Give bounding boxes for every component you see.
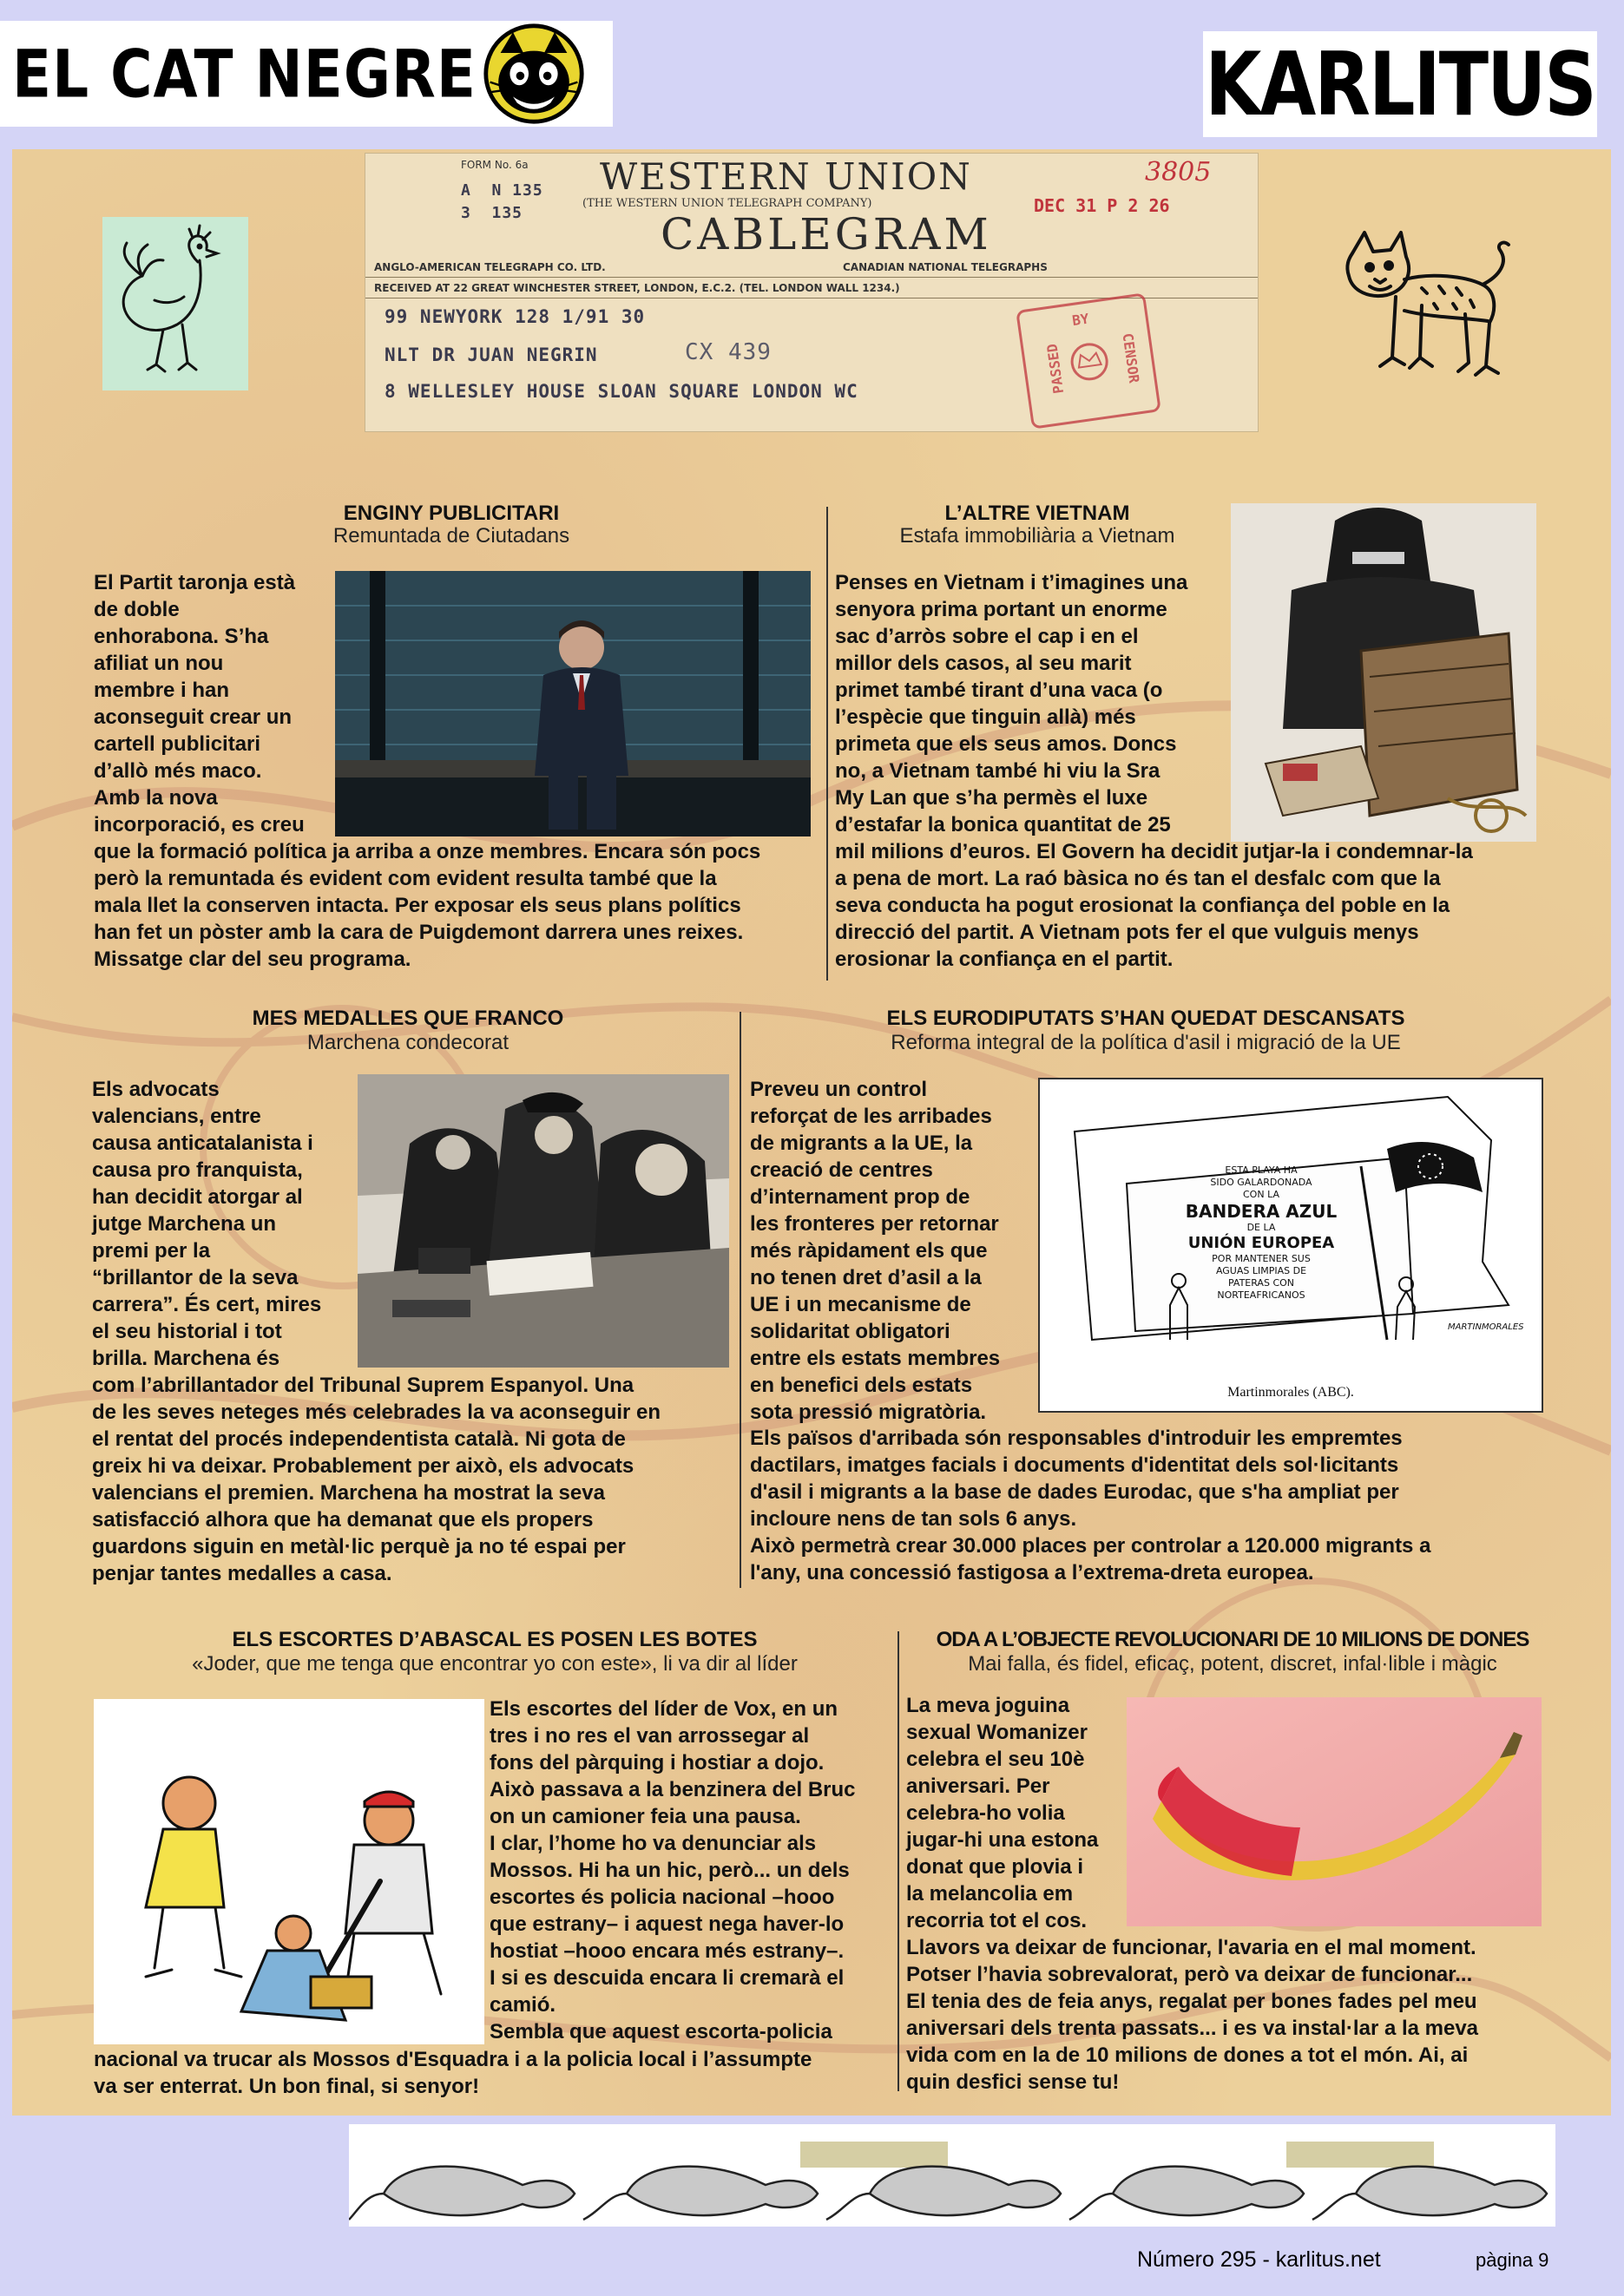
- footer-page-number: pàgina 9: [1476, 2249, 1549, 2271]
- cable-line-2: NLT DR JUAN NEGRIN: [385, 344, 598, 365]
- text-line: el seu historial i tot: [92, 1320, 282, 1343]
- text-line: greix hi va deixar. Probablement per això, els advocats: [92, 1454, 634, 1478]
- sign-line: PATERAS CON: [1227, 1277, 1295, 1289]
- puigdemont-prison-photo: [335, 571, 811, 836]
- rooster-icon: [102, 217, 248, 390]
- black-cat-logo-icon: [482, 22, 586, 126]
- text-line: solidaritat obligatori: [750, 1320, 950, 1343]
- text-line: d’allò més maco.: [94, 759, 262, 783]
- enginy-full-text: [94, 838, 823, 973]
- text-line: membre i han: [94, 679, 230, 702]
- text-line: aniversari dels trenta passats... i es va instal·lar a la meva: [906, 2017, 1479, 2040]
- eurodiputats-subtitle: Reforma integral de la política d'asil i migració de la UE: [891, 1031, 1401, 1054]
- text-line: satisfacció alhora que ha demanat que els propers: [92, 1508, 594, 1532]
- cable-date-stamp: DEC 31 P 2 26: [1034, 195, 1170, 216]
- sign-line: POR MANTENER SUS: [1212, 1253, 1311, 1264]
- cablegram-image: [365, 153, 1259, 432]
- text-line: carrera”. És cert, mires: [92, 1293, 322, 1316]
- text-line: que la formació política ja arriba a onze membres. Encara són pocs: [94, 840, 761, 863]
- text-line: My Lan que s’ha permès el luxe: [835, 786, 1148, 810]
- sign-line: CON LA: [1243, 1189, 1279, 1200]
- text-line: Això permetrà crear 30.000 places per controlar a 120.000 migrants a: [750, 1534, 1431, 1558]
- text-line: El tenia des de feia anys, regalat per bones fades pel meu: [906, 1990, 1477, 2013]
- oda-title: ODA A L’OBJECTE REVOLUCIONARI DE 10 MILIONS DE DONES: [936, 1628, 1529, 1651]
- text-line: tres i no res el van arrossegar al: [490, 1724, 810, 1748]
- cartoon-sign: [1161, 1164, 1361, 1302]
- executioner-drawing: [1231, 503, 1536, 842]
- cable-handwritten: 3805: [1145, 157, 1212, 187]
- eurodiputats-title: ELS EURODIPUTATS S’HAN QUEDAT DESCANSATS: [886, 1007, 1405, 1030]
- column-divider: [740, 1012, 741, 1588]
- text-line: a pena de mort. La raó bàsica no és tan el desfalc com que la: [835, 867, 1441, 890]
- text-line: camió.: [490, 1993, 556, 2017]
- text-line: no, a Vietnam també hi viu la Sra: [835, 759, 1160, 783]
- text-line: celebra-ho volia: [906, 1801, 1065, 1825]
- banana-condom-photo: [1127, 1697, 1542, 1926]
- text-line: però la remuntada és evident com evident resulta també que la: [94, 867, 717, 890]
- text-line: Mossos. Hi ha un hic, però... un dels: [490, 1859, 850, 1882]
- text-line: jugar-hi una estona: [906, 1828, 1099, 1852]
- sign-line: ESTA PLAYA HA: [1225, 1164, 1298, 1176]
- text-line: quin desfici sense tu!: [906, 2070, 1120, 2094]
- text-line: de les seves neteges més celebrades la va aconseguir en: [92, 1401, 661, 1424]
- text-line: la melancolia em: [906, 1882, 1074, 1906]
- text-line: recorria tot el cos.: [906, 1909, 1088, 1932]
- text-line: no tenen dret d’asil a la: [750, 1266, 982, 1289]
- text-line: enhorabona. S’ha: [94, 625, 269, 648]
- cat-drawing-icon: [1326, 227, 1517, 392]
- text-line: el rentat del procés independentista català. Ni gota de: [92, 1427, 626, 1451]
- escortes-cartoon: [94, 1699, 484, 2044]
- eurodiputats-full-text: [750, 1425, 1548, 1586]
- text-line: Penses en Vietnam i t’imagines una: [835, 571, 1188, 594]
- stamp-left: PASSED: [1043, 342, 1068, 395]
- text-line: Missatge clar del seu programa.: [94, 948, 411, 971]
- vietnam-title: L’ALTRE VIETNAM: [944, 502, 1130, 525]
- masthead: [0, 21, 613, 127]
- cable-company: WESTERN UNION: [600, 155, 972, 198]
- oda-wrap-text: [906, 1692, 1123, 1934]
- text-line: primet també tirant d’una vaca (o: [835, 679, 1163, 702]
- medalles-full-text: [92, 1372, 734, 1587]
- text-line: valencians el premien. Marchena ha mostrat la seva: [92, 1481, 605, 1505]
- censor-stamp: [1016, 292, 1161, 430]
- text-line: causa anticatalanista i: [92, 1132, 313, 1155]
- text-line: nacional va trucar als Mossos d'Esquadra i a la policia local i l’assumpte: [94, 2048, 812, 2071]
- text-line: I clar, l’home ho va denunciar als: [490, 1832, 817, 1855]
- cable-form-no: FORM No. 6a: [461, 159, 529, 171]
- text-line: Els escortes del líder de Vox, en un: [490, 1697, 838, 1721]
- brand-title: KARLITUS: [1205, 33, 1595, 135]
- text-line: dactilars, imatges facials i documents d'identitat dels sol·licitants: [750, 1453, 1399, 1477]
- text-line: Sembla que aquest escorta-policia: [490, 2020, 832, 2043]
- text-line: en benefici dels estats: [750, 1374, 973, 1397]
- enginy-subtitle: Remuntada de Ciutadans: [332, 524, 570, 548]
- eurodiputats-wrap-text: [750, 1076, 1036, 1426]
- cable-codes: A N 135 3 135: [461, 181, 543, 222]
- text-line: seva conducta ha pogut erosionat la confiança del poble en la: [835, 894, 1450, 917]
- sign-line: AGUAS LIMPIAS DE: [1215, 1265, 1307, 1276]
- text-line: sac d’arròs sobre el cap i en el: [835, 625, 1139, 648]
- text-line: penjar tantes medalles a casa.: [92, 1562, 392, 1585]
- text-line: va ser enterrat. Un bon final, si senyor!: [94, 2075, 480, 2098]
- cable-agency-left: ANGLO-AMERICAN TELEGRAPH CO. LTD.: [374, 261, 606, 273]
- text-line: jutge Marchena un: [92, 1212, 277, 1236]
- text-line: vida com en la de 10 milions de dones a tot el món. Ai, ai: [906, 2043, 1469, 2067]
- text-line: les fronteres per retornar: [750, 1212, 999, 1236]
- text-line: reforçat de les arribades: [750, 1105, 992, 1128]
- sign-line: DE LA: [1246, 1222, 1276, 1233]
- text-line: guardons siguin en metàl·lic perquè ja no té espai per: [92, 1535, 626, 1558]
- cable-line-2-code: CX 439: [685, 339, 772, 365]
- text-line: hostiat –hooo encara més estrany–.: [490, 1939, 845, 1963]
- text-line: incloure nens de tan sols 6 anys.: [750, 1507, 1077, 1531]
- column-divider: [826, 507, 828, 981]
- text-line: de doble: [94, 598, 180, 621]
- oda-full-text: [906, 1934, 1583, 2096]
- text-line: l'any, una concessió fastigosa a l’extrema-dreta europea.: [750, 1561, 1314, 1584]
- text-line: escortes és policia nacional –hooo: [490, 1886, 835, 1909]
- judges-drawing: [358, 1074, 729, 1368]
- sign-line: NORTEAFRICANOS: [1217, 1289, 1305, 1301]
- cartoon-caption: Martinmorales (ABC).: [1227, 1385, 1354, 1400]
- text-line: mala llet la conserven intacta. Per exposar els seus plans polítics: [94, 894, 741, 917]
- vietnam-wrap-text: [835, 569, 1234, 838]
- text-line: Amb la nova: [94, 786, 218, 810]
- beating-cartoon-drawing: [94, 1699, 484, 2044]
- text-line: afiliat un nou: [94, 652, 224, 675]
- enginy-title: ENGINY PUBLICITARI: [343, 502, 560, 525]
- text-line: que estrany– i aquest nega haver-lo: [490, 1912, 845, 1936]
- text-line: d’internament prop de: [750, 1185, 970, 1209]
- text-line: El Partit taronja està: [94, 571, 296, 594]
- text-line: on un camioner feia una pausa.: [490, 1805, 801, 1828]
- column-divider: [897, 1631, 899, 2091]
- text-line: d’estafar la bonica quantitat de 25: [835, 813, 1171, 836]
- brand-box: [1203, 31, 1597, 137]
- text-line: Els països d'arribada són responsables d'introduir les empremtes: [750, 1427, 1403, 1450]
- text-line: senyora prima portant un enorme: [835, 598, 1167, 621]
- stamp-right: CENSOR: [1119, 331, 1143, 384]
- prison-cell-image: [335, 571, 811, 836]
- text-line: més ràpidament els que: [750, 1239, 988, 1263]
- enginy-wrap-text: [94, 569, 333, 838]
- text-line: sexual Womanizer: [906, 1721, 1088, 1744]
- cable-company-sub: (THE WESTERN UNION TELEGRAPH COMPANY): [582, 197, 872, 210]
- text-line: “brillantor de la seva: [92, 1266, 299, 1289]
- crown-icon: [1065, 338, 1114, 386]
- escortes-subtitle: «Joder, que me tenga que encontrar yo con este», li va dir al líder: [192, 1652, 798, 1676]
- text-line: mil milions d’euros. El Govern ha decidit jutjar-la i condemnar-la: [835, 840, 1473, 863]
- text-line: fons del pàrquing i hostiar a dojo.: [490, 1751, 825, 1774]
- text-line: direcció del partit. A Vietnam pots fer el que vulguis menys: [835, 921, 1419, 944]
- escortes-title: ELS ESCORTES D’ABASCAL ES POSEN LES BOTES: [232, 1628, 758, 1651]
- cable-kind: CABLEGRAM: [661, 209, 992, 259]
- sign-line: UNIÓN EUROPEA: [1187, 1234, 1335, 1252]
- text-line: d'asil i migrants a la base de dades Eurodac, que s'ha ampliat per: [750, 1480, 1399, 1504]
- cable-line-3: 8 WELLESLEY HOUSE SLOAN SQUARE LONDON WC: [385, 381, 858, 402]
- medalles-wrap-text: [92, 1076, 358, 1372]
- text-line: Això passava a la benzinera del Bruc: [490, 1778, 856, 1801]
- footer-issue: Número 295 - karlitus.net: [1137, 2247, 1381, 2272]
- text-line: valencians, entre: [92, 1105, 261, 1128]
- text-line: causa pro franquista,: [92, 1158, 303, 1182]
- text-line: premi per la: [92, 1239, 211, 1263]
- masthead-title: EL CAT NEGRE: [12, 35, 477, 113]
- text-line: erosionar la confiança en el partit.: [835, 948, 1174, 971]
- text-line: Potser l’havia sobrevalorat, però va deixar de funcionar...: [906, 1963, 1473, 1986]
- escortes-wrap-text: [490, 1696, 897, 2045]
- text-line: aniversari. Per: [906, 1774, 1050, 1798]
- text-line: millor dels casos, al seu marit: [835, 652, 1132, 675]
- text-line: creació de centres: [750, 1158, 933, 1182]
- text-line: han decidit atorgar al: [92, 1185, 303, 1209]
- text-line: Els advocats: [92, 1078, 220, 1101]
- stamp-top: BY: [1071, 310, 1090, 330]
- cable-line-1: 99 NEWYORK 128 1/91 30: [385, 306, 646, 327]
- text-line: l’espècie que tinguin allà) més: [835, 705, 1136, 729]
- medalles-title: MES MEDALLES QUE FRANCO: [252, 1007, 564, 1030]
- vietnam-full-text: [835, 838, 1564, 973]
- text-line: celebra el seu 10è: [906, 1748, 1085, 1771]
- cartoon-signature: MARTINMORALES: [1448, 1322, 1524, 1332]
- text-line: sota pressió migratòria.: [750, 1401, 987, 1424]
- text-line: UE i un mecanisme de: [750, 1293, 971, 1316]
- judges-sleeping-drawing: [358, 1074, 729, 1368]
- escortes-full-text: [94, 2046, 892, 2100]
- cable-agency-right: CANADIAN NATIONAL TELEGRAPHS: [843, 261, 1048, 273]
- text-line: La meva joguina: [906, 1694, 1070, 1717]
- text-line: donat que plovia i: [906, 1855, 1084, 1879]
- vietnam-cartoon: [1231, 503, 1536, 842]
- rats-banner: [349, 2124, 1555, 2227]
- text-line: Llavors va deixar de funcionar, l'avaria en el mal moment.: [906, 1936, 1476, 1959]
- text-line: han fet un pòster amb la cara de Puigdemont darrera unes reixes.: [94, 921, 744, 944]
- text-line: brilla. Marchena és: [92, 1347, 280, 1370]
- vietnam-subtitle: Estafa immobiliària a Vietnam: [899, 524, 1175, 548]
- oda-subtitle: Mai falla, és fidel, eficaç, potent, discret, infal·lible i màgic: [968, 1652, 1497, 1676]
- sign-line: SIDO GALARDONADA: [1210, 1177, 1312, 1188]
- bandera-azul-cartoon: [1038, 1078, 1543, 1413]
- text-line: incorporació, es creu: [94, 813, 305, 836]
- cable-received: RECEIVED AT 22 GREAT WINCHESTER STREET, LONDON, E.C.2. (TEL. LONDON WALL 1234.): [374, 282, 900, 294]
- text-line: com l’abrillantador del Tribunal Suprem Espanyol. Una: [92, 1374, 634, 1397]
- banana-image: [1127, 1697, 1542, 1926]
- text-line: Preveu un control: [750, 1078, 928, 1101]
- text-line: aconseguit crear un: [94, 705, 293, 729]
- text-line: cartell publicitari: [94, 732, 261, 756]
- text-line: de migrants a la UE, la: [750, 1132, 973, 1155]
- text-line: entre els estats membres: [750, 1347, 1001, 1370]
- text-line: I si es descuida encara li cremarà el: [490, 1966, 845, 1990]
- medalles-subtitle: Marchena condecorat: [306, 1031, 510, 1054]
- text-line: primeta que els seus amos. Doncs: [835, 732, 1177, 756]
- sign-line: BANDERA AZUL: [1185, 1201, 1338, 1222]
- rats-drawing: [349, 2124, 1555, 2227]
